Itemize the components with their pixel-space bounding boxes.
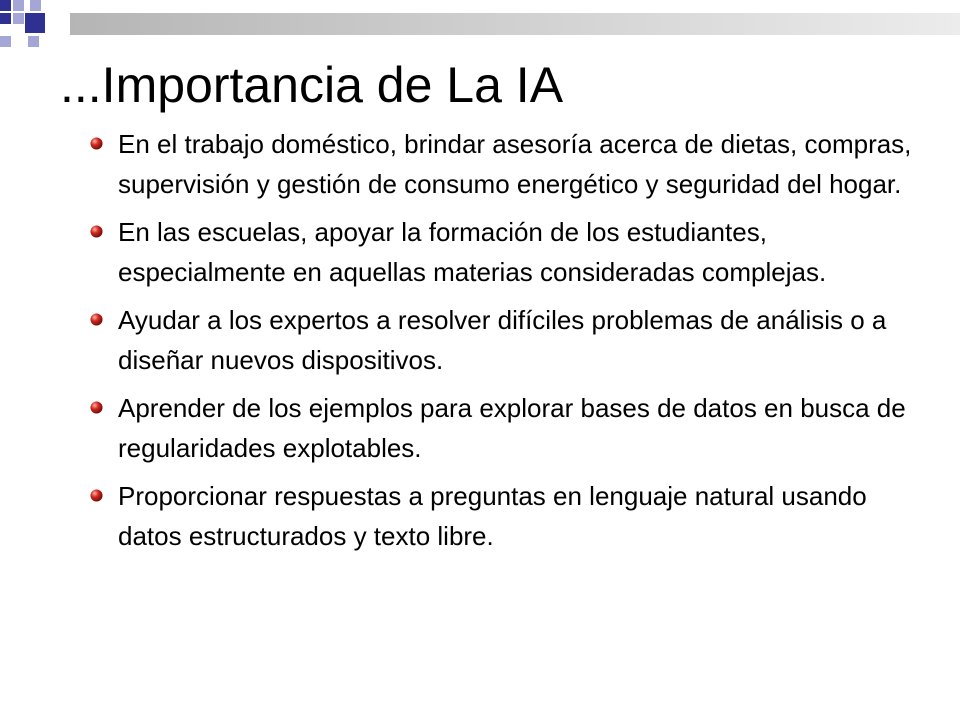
bullet-text: En el trabajo doméstico, brindar asesoría acerca de dietas, compras, supervisión y gestión de consumo energético y seguridad del hogar.	[118, 129, 912, 199]
red-sphere-bullet-icon	[90, 489, 103, 502]
bullet-text: En las escuelas, apoyar la formación de los estudiantes, especialmente en aquellas materias consideradas complejas.	[118, 217, 827, 287]
deco-square-lavender-bottom-left	[0, 36, 11, 47]
bullet-text: Proporcionar respuestas a preguntas en lenguaje natural usando datos estructurados y texto libre.	[118, 481, 867, 551]
slide-title: ...Importancia de La IA	[60, 57, 564, 113]
deco-square-navy-large	[25, 13, 45, 33]
deco-square-lavender-top-right	[30, 0, 41, 11]
decorative-header-graphic	[0, 0, 960, 60]
bullet-text: Ayudar a los expertos a resolver difíciles problemas de análisis o a diseñar nuevos dispositivos.	[118, 305, 887, 375]
header-gradient-bar	[70, 13, 960, 35]
bullet-text: Aprender de los ejemplos para explorar bases de datos en busca de regularidades explotables.	[118, 393, 906, 463]
red-sphere-bullet-icon	[90, 401, 103, 414]
deco-square-lavender-top	[13, 0, 24, 11]
deco-square-navy-top-left	[0, 0, 11, 11]
deco-square-lavender-bottom-right	[28, 36, 39, 47]
red-sphere-bullet-icon	[90, 225, 103, 238]
bullet-list	[118, 124, 918, 564]
red-sphere-bullet-icon	[90, 137, 103, 150]
deco-square-navy-mid-left	[0, 13, 11, 24]
bullet-item	[118, 476, 918, 556]
bullet-item	[118, 388, 918, 468]
deco-square-lavender-mid	[13, 13, 24, 24]
bullet-item	[118, 124, 918, 204]
bullet-item	[118, 300, 918, 380]
red-sphere-bullet-icon	[90, 313, 103, 326]
bullet-item	[118, 212, 918, 292]
